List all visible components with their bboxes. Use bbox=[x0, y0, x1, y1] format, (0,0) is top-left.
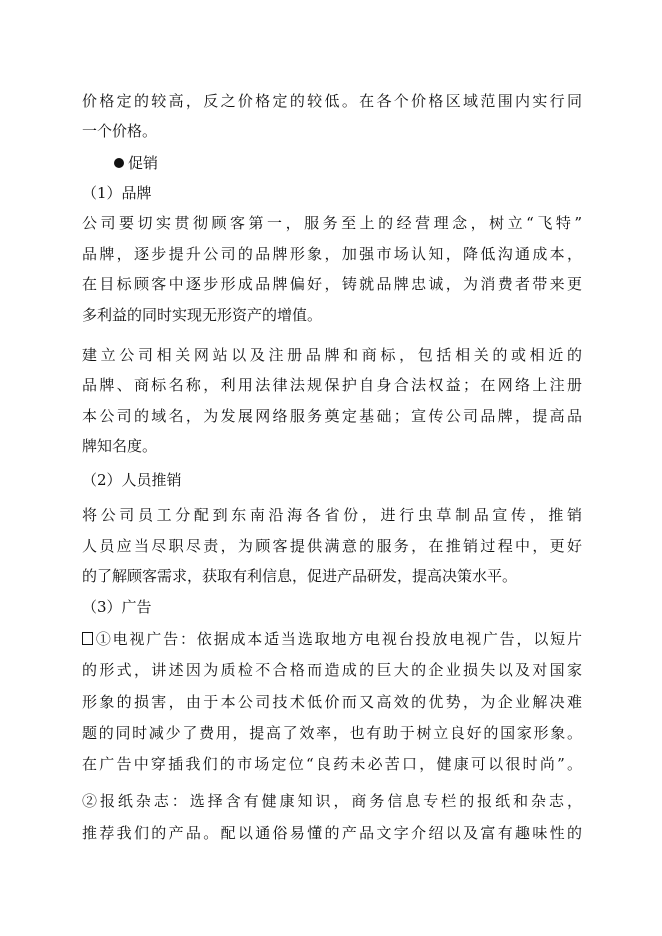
paragraph-line: 建立公司相关网站以及注册品牌和商标，包括相关的或相近的 bbox=[82, 346, 582, 364]
paragraph-line: 推荐我们的产品。配以通俗易懂的产品文字介绍以及富有趣味性的 bbox=[82, 824, 582, 842]
missing-glyph-box-icon bbox=[82, 632, 93, 645]
subheading-advertising: （3）广告 bbox=[82, 598, 152, 616]
paragraph-line: 在广告中穿插我们的市场定位“良药未必苦口，健康可以很时尚”。 bbox=[82, 755, 582, 773]
section-heading-text: 促销 bbox=[128, 154, 159, 172]
paragraph-line: 多利益的同时实现无形资产的增值。 bbox=[82, 306, 323, 324]
subheading-personal-selling: （2）人员推销 bbox=[82, 471, 182, 489]
paragraph-line: 公司要切实贯彻顾客第一，服务至上的经营理念，树立“飞特” bbox=[82, 214, 582, 232]
paragraph-line: 的形式，讲述因为质检不合格而造成的巨大的企业损失以及对国家 bbox=[82, 661, 582, 679]
paragraph-line: 人员应当尽职尽责，为顾客提供满意的服务，在推销过程中，更好 bbox=[82, 537, 582, 555]
paragraph-line: 一个价格。 bbox=[82, 122, 158, 140]
paragraph-line: 形象的损害，由于本公司技术低价而又高效的优势，为企业解决难 bbox=[82, 693, 582, 711]
paragraph-line-tv-ad bbox=[82, 624, 582, 654]
paragraph-line: 将公司员工分配到东南沿海各省份，进行虫草制品宣传，推销 bbox=[82, 506, 582, 524]
paragraph-line: 在目标顾客中逐步形成品牌偏好，铸就品牌忠诚，为消费者带来更 bbox=[82, 275, 582, 293]
paragraph-line: 的了解顾客需求，获取有利信息，促进产品研发，提高决策水平。 bbox=[82, 567, 518, 585]
paragraph-line: ②报纸杂志：选择含有健康知识，商务信息专栏的报纸和杂志， bbox=[82, 792, 582, 810]
paragraph-line: 品牌，逐步提升公司的品牌形象，加强市场认知，降低沟通成本， bbox=[82, 245, 582, 263]
paragraph-line: 牌知名度。 bbox=[82, 437, 158, 455]
subheading-brand: （1）品牌 bbox=[82, 184, 152, 202]
section-heading-promotion bbox=[114, 148, 614, 178]
paragraph-line: 价格定的较高，反之价格定的较低。在各个价格区域范围内实行同 bbox=[82, 92, 582, 110]
paragraph-line: 题的同时减少了费用，提高了效率，也有助于树立良好的国家形象。 bbox=[82, 724, 582, 742]
bullet-icon bbox=[114, 158, 124, 168]
paragraph-line-text: ①电视广告：依据成本适当选取地方电视台投放电视广告，以短片 bbox=[94, 630, 582, 648]
paragraph-line: 本公司的域名，为发展网络服务奠定基础；宣传公司品牌，提高品 bbox=[82, 407, 582, 425]
paragraph-line: 品牌、商标名称，利用法律法规保护自身合法权益；在网络上注册 bbox=[82, 376, 582, 394]
